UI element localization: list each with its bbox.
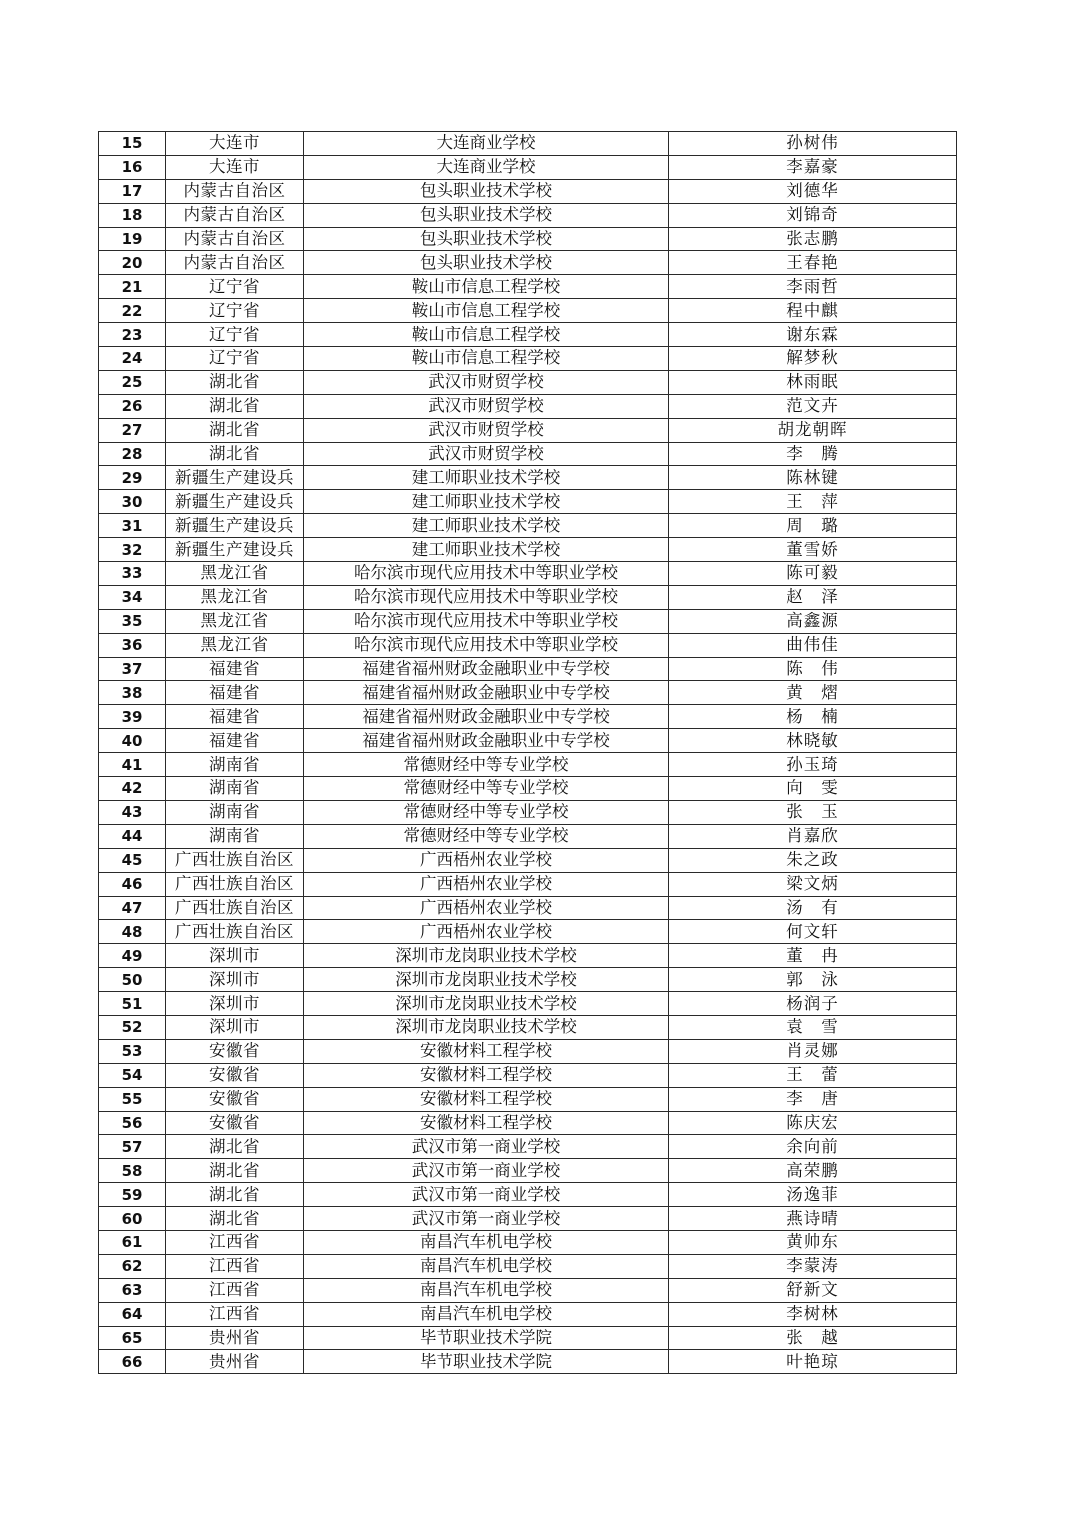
row-number: 26	[99, 394, 166, 418]
row-number: 55	[99, 1087, 166, 1111]
student-name-cell: 陈林键	[669, 466, 957, 490]
student-name-cell: 赵 泽	[669, 585, 957, 609]
school-cell: 武汉市财贸学校	[304, 418, 669, 442]
row-number: 37	[99, 657, 166, 681]
table-row	[99, 1015, 957, 1039]
table-row	[99, 370, 957, 394]
school-cell: 广西梧州农业学校	[304, 848, 669, 872]
province-cell: 大连市	[166, 132, 304, 156]
table-row	[99, 1087, 957, 1111]
province-cell: 福建省	[166, 657, 304, 681]
student-name-cell: 梁文炳	[669, 872, 957, 896]
row-number: 57	[99, 1135, 166, 1159]
row-number: 15	[99, 132, 166, 156]
student-name-cell: 高荣鹏	[669, 1159, 957, 1183]
table-row	[99, 1326, 957, 1350]
province-cell: 内蒙古自治区	[166, 251, 304, 275]
table-row	[99, 514, 957, 538]
table-row	[99, 490, 957, 514]
student-name-cell: 何文轩	[669, 920, 957, 944]
table-row	[99, 132, 957, 156]
table-row	[99, 394, 957, 418]
table-row	[99, 347, 957, 371]
school-cell: 武汉市财贸学校	[304, 394, 669, 418]
student-name-cell: 汤 有	[669, 896, 957, 920]
province-cell: 黑龙江省	[166, 609, 304, 633]
row-number: 65	[99, 1326, 166, 1350]
table-row	[99, 968, 957, 992]
province-cell: 安徽省	[166, 1063, 304, 1087]
table-row	[99, 1302, 957, 1326]
student-name-cell: 郭 泳	[669, 968, 957, 992]
roster-table	[98, 131, 957, 1374]
table-row	[99, 920, 957, 944]
school-cell: 广西梧州农业学校	[304, 920, 669, 944]
row-number: 33	[99, 562, 166, 586]
row-number: 35	[99, 609, 166, 633]
province-cell: 黑龙江省	[166, 633, 304, 657]
student-name-cell: 李蒙涛	[669, 1254, 957, 1278]
student-name-cell: 汤逸菲	[669, 1183, 957, 1207]
table-row	[99, 705, 957, 729]
student-name-cell: 刘德华	[669, 179, 957, 203]
province-cell: 内蒙古自治区	[166, 227, 304, 251]
table-row	[99, 418, 957, 442]
row-number: 46	[99, 872, 166, 896]
student-name-cell: 李树林	[669, 1302, 957, 1326]
table-row	[99, 538, 957, 562]
row-number: 32	[99, 538, 166, 562]
row-number: 27	[99, 418, 166, 442]
table-row	[99, 1183, 957, 1207]
school-cell: 鞍山市信息工程学校	[304, 275, 669, 299]
table-row	[99, 1207, 957, 1231]
province-cell: 广西壮族自治区	[166, 872, 304, 896]
province-cell: 辽宁省	[166, 323, 304, 347]
row-number: 48	[99, 920, 166, 944]
student-name-cell: 程中麒	[669, 299, 957, 323]
school-cell: 包头职业技术学校	[304, 251, 669, 275]
province-cell: 福建省	[166, 681, 304, 705]
table-row	[99, 1350, 957, 1374]
row-number: 49	[99, 944, 166, 968]
row-number: 50	[99, 968, 166, 992]
row-number: 22	[99, 299, 166, 323]
school-cell: 包头职业技术学校	[304, 227, 669, 251]
school-cell: 毕节职业技术学院	[304, 1350, 669, 1374]
student-name-cell: 李嘉豪	[669, 155, 957, 179]
province-cell: 深圳市	[166, 944, 304, 968]
table-row	[99, 872, 957, 896]
table-row	[99, 179, 957, 203]
row-number: 25	[99, 370, 166, 394]
table-row	[99, 633, 957, 657]
student-name-cell: 朱之政	[669, 848, 957, 872]
student-name-cell: 曲伟佳	[669, 633, 957, 657]
province-cell: 安徽省	[166, 1111, 304, 1135]
row-number: 53	[99, 1039, 166, 1063]
table-row	[99, 585, 957, 609]
school-cell: 安徽材料工程学校	[304, 1063, 669, 1087]
table-row	[99, 203, 957, 227]
table-row	[99, 1159, 957, 1183]
school-cell: 武汉市第一商业学校	[304, 1183, 669, 1207]
table-row	[99, 251, 957, 275]
row-number: 41	[99, 753, 166, 777]
student-name-cell: 舒新文	[669, 1278, 957, 1302]
province-cell: 内蒙古自治区	[166, 179, 304, 203]
row-number: 17	[99, 179, 166, 203]
row-number: 44	[99, 824, 166, 848]
school-cell: 武汉市财贸学校	[304, 442, 669, 466]
province-cell: 黑龙江省	[166, 585, 304, 609]
province-cell: 湖北省	[166, 1135, 304, 1159]
row-number: 31	[99, 514, 166, 538]
school-cell: 常德财经中等专业学校	[304, 777, 669, 801]
school-cell: 武汉市第一商业学校	[304, 1135, 669, 1159]
row-number: 38	[99, 681, 166, 705]
school-cell: 安徽材料工程学校	[304, 1039, 669, 1063]
school-cell: 哈尔滨市现代应用技术中等职业学校	[304, 609, 669, 633]
student-name-cell: 肖灵娜	[669, 1039, 957, 1063]
school-cell: 深圳市龙岗职业技术学校	[304, 944, 669, 968]
school-cell: 鞍山市信息工程学校	[304, 323, 669, 347]
province-cell: 湖北省	[166, 1159, 304, 1183]
province-cell: 辽宁省	[166, 299, 304, 323]
province-cell: 深圳市	[166, 1015, 304, 1039]
table-row	[99, 227, 957, 251]
row-number: 51	[99, 992, 166, 1016]
table-row	[99, 1039, 957, 1063]
province-cell: 江西省	[166, 1302, 304, 1326]
student-name-cell: 董 冉	[669, 944, 957, 968]
student-name-cell: 王春艳	[669, 251, 957, 275]
school-cell: 福建省福州财政金融职业中专学校	[304, 729, 669, 753]
province-cell: 湖北省	[166, 442, 304, 466]
province-cell: 贵州省	[166, 1326, 304, 1350]
table-row	[99, 1063, 957, 1087]
row-number: 47	[99, 896, 166, 920]
row-number: 29	[99, 466, 166, 490]
table-row	[99, 657, 957, 681]
province-cell: 福建省	[166, 705, 304, 729]
school-cell: 武汉市第一商业学校	[304, 1207, 669, 1231]
row-number: 24	[99, 347, 166, 371]
province-cell: 湖北省	[166, 1183, 304, 1207]
school-cell: 常德财经中等专业学校	[304, 800, 669, 824]
province-cell: 辽宁省	[166, 275, 304, 299]
province-cell: 大连市	[166, 155, 304, 179]
student-name-cell: 王 蕾	[669, 1063, 957, 1087]
row-number: 42	[99, 777, 166, 801]
table-row	[99, 155, 957, 179]
row-number: 16	[99, 155, 166, 179]
table-row	[99, 777, 957, 801]
school-cell: 包头职业技术学校	[304, 203, 669, 227]
province-cell: 深圳市	[166, 992, 304, 1016]
school-cell: 常德财经中等专业学校	[304, 824, 669, 848]
province-cell: 黑龙江省	[166, 562, 304, 586]
province-cell: 江西省	[166, 1230, 304, 1254]
school-cell: 深圳市龙岗职业技术学校	[304, 968, 669, 992]
table-row	[99, 848, 957, 872]
province-cell: 湖南省	[166, 777, 304, 801]
student-name-cell: 孙玉琦	[669, 753, 957, 777]
table-row	[99, 1254, 957, 1278]
school-cell: 福建省福州财政金融职业中专学校	[304, 705, 669, 729]
student-name-cell: 王 萍	[669, 490, 957, 514]
row-number: 43	[99, 800, 166, 824]
school-cell: 建工师职业技术学校	[304, 466, 669, 490]
student-name-cell: 余向前	[669, 1135, 957, 1159]
table-row	[99, 729, 957, 753]
row-number: 61	[99, 1230, 166, 1254]
province-cell: 湖南省	[166, 800, 304, 824]
province-cell: 辽宁省	[166, 347, 304, 371]
table-row	[99, 1111, 957, 1135]
school-cell: 大连商业学校	[304, 132, 669, 156]
table-row	[99, 466, 957, 490]
row-number: 64	[99, 1302, 166, 1326]
student-name-cell: 胡龙朝晖	[669, 418, 957, 442]
row-number: 62	[99, 1254, 166, 1278]
student-name-cell: 范文卉	[669, 394, 957, 418]
student-name-cell: 李 腾	[669, 442, 957, 466]
school-cell: 广西梧州农业学校	[304, 872, 669, 896]
student-name-cell: 张志鹏	[669, 227, 957, 251]
student-name-cell: 袁 雪	[669, 1015, 957, 1039]
table-row	[99, 323, 957, 347]
school-cell: 包头职业技术学校	[304, 179, 669, 203]
student-name-cell: 陈 伟	[669, 657, 957, 681]
table-row	[99, 275, 957, 299]
student-name-cell: 黄帅东	[669, 1230, 957, 1254]
row-number: 39	[99, 705, 166, 729]
roster-table-body	[99, 132, 957, 1374]
province-cell: 内蒙古自治区	[166, 203, 304, 227]
school-cell: 毕节职业技术学院	[304, 1326, 669, 1350]
row-number: 54	[99, 1063, 166, 1087]
province-cell: 湖北省	[166, 394, 304, 418]
school-cell: 常德财经中等专业学校	[304, 753, 669, 777]
table-row	[99, 442, 957, 466]
school-cell: 深圳市龙岗职业技术学校	[304, 992, 669, 1016]
school-cell: 福建省福州财政金融职业中专学校	[304, 657, 669, 681]
row-number: 66	[99, 1350, 166, 1374]
row-number: 45	[99, 848, 166, 872]
school-cell: 哈尔滨市现代应用技术中等职业学校	[304, 585, 669, 609]
province-cell: 江西省	[166, 1254, 304, 1278]
school-cell: 建工师职业技术学校	[304, 538, 669, 562]
province-cell: 广西壮族自治区	[166, 848, 304, 872]
row-number: 59	[99, 1183, 166, 1207]
table-row	[99, 896, 957, 920]
table-row	[99, 1135, 957, 1159]
province-cell: 湖北省	[166, 418, 304, 442]
row-number: 23	[99, 323, 166, 347]
row-number: 20	[99, 251, 166, 275]
row-number: 30	[99, 490, 166, 514]
student-name-cell: 周 璐	[669, 514, 957, 538]
table-row	[99, 609, 957, 633]
student-name-cell: 刘锦奇	[669, 203, 957, 227]
school-cell: 广西梧州农业学校	[304, 896, 669, 920]
province-cell: 湖北省	[166, 370, 304, 394]
province-cell: 江西省	[166, 1278, 304, 1302]
school-cell: 鞍山市信息工程学校	[304, 347, 669, 371]
school-cell: 哈尔滨市现代应用技术中等职业学校	[304, 633, 669, 657]
table-row	[99, 1230, 957, 1254]
table-row	[99, 753, 957, 777]
row-number: 52	[99, 1015, 166, 1039]
table-row	[99, 1278, 957, 1302]
school-cell: 鞍山市信息工程学校	[304, 299, 669, 323]
table-row	[99, 681, 957, 705]
student-name-cell: 向 雯	[669, 777, 957, 801]
province-cell: 湖南省	[166, 753, 304, 777]
student-name-cell: 谢东霖	[669, 323, 957, 347]
student-name-cell: 张 越	[669, 1326, 957, 1350]
school-cell: 深圳市龙岗职业技术学校	[304, 1015, 669, 1039]
student-name-cell: 高鑫源	[669, 609, 957, 633]
row-number: 60	[99, 1207, 166, 1231]
school-cell: 建工师职业技术学校	[304, 490, 669, 514]
row-number: 18	[99, 203, 166, 227]
student-name-cell: 董雪娇	[669, 538, 957, 562]
province-cell: 广西壮族自治区	[166, 896, 304, 920]
school-cell: 武汉市第一商业学校	[304, 1159, 669, 1183]
student-name-cell: 张 玉	[669, 800, 957, 824]
province-cell: 深圳市	[166, 968, 304, 992]
student-name-cell: 杨 楠	[669, 705, 957, 729]
row-number: 36	[99, 633, 166, 657]
student-name-cell: 杨润子	[669, 992, 957, 1016]
school-cell: 南昌汽车机电学校	[304, 1302, 669, 1326]
table-row	[99, 992, 957, 1016]
province-cell: 湖南省	[166, 824, 304, 848]
row-number: 56	[99, 1111, 166, 1135]
student-name-cell: 孙树伟	[669, 132, 957, 156]
table-row	[99, 299, 957, 323]
student-name-cell: 李雨哲	[669, 275, 957, 299]
student-name-cell: 黄 熠	[669, 681, 957, 705]
student-name-cell: 陈庆宏	[669, 1111, 957, 1135]
school-cell: 安徽材料工程学校	[304, 1111, 669, 1135]
school-cell: 武汉市财贸学校	[304, 370, 669, 394]
school-cell: 大连商业学校	[304, 155, 669, 179]
province-cell: 广西壮族自治区	[166, 920, 304, 944]
student-name-cell: 叶艳琼	[669, 1350, 957, 1374]
student-name-cell: 燕诗晴	[669, 1207, 957, 1231]
school-cell: 南昌汽车机电学校	[304, 1254, 669, 1278]
province-cell: 新疆生产建设兵	[166, 490, 304, 514]
province-cell: 新疆生产建设兵	[166, 466, 304, 490]
school-cell: 南昌汽车机电学校	[304, 1278, 669, 1302]
row-number: 58	[99, 1159, 166, 1183]
row-number: 21	[99, 275, 166, 299]
school-cell: 福建省福州财政金融职业中专学校	[304, 681, 669, 705]
table-row	[99, 824, 957, 848]
student-name-cell: 陈可毅	[669, 562, 957, 586]
province-cell: 安徽省	[166, 1087, 304, 1111]
student-name-cell: 肖嘉欣	[669, 824, 957, 848]
row-number: 40	[99, 729, 166, 753]
province-cell: 湖北省	[166, 1207, 304, 1231]
table-row	[99, 562, 957, 586]
school-cell: 哈尔滨市现代应用技术中等职业学校	[304, 562, 669, 586]
student-name-cell: 李 唐	[669, 1087, 957, 1111]
province-cell: 福建省	[166, 729, 304, 753]
province-cell: 贵州省	[166, 1350, 304, 1374]
row-number: 63	[99, 1278, 166, 1302]
student-name-cell: 林晓敏	[669, 729, 957, 753]
row-number: 34	[99, 585, 166, 609]
row-number: 28	[99, 442, 166, 466]
province-cell: 新疆生产建设兵	[166, 514, 304, 538]
school-cell: 南昌汽车机电学校	[304, 1230, 669, 1254]
row-number: 19	[99, 227, 166, 251]
school-cell: 建工师职业技术学校	[304, 514, 669, 538]
school-cell: 安徽材料工程学校	[304, 1087, 669, 1111]
table-row	[99, 944, 957, 968]
province-cell: 新疆生产建设兵	[166, 538, 304, 562]
student-name-cell: 解梦秋	[669, 347, 957, 371]
student-name-cell: 林雨眠	[669, 370, 957, 394]
table-row	[99, 800, 957, 824]
province-cell: 安徽省	[166, 1039, 304, 1063]
